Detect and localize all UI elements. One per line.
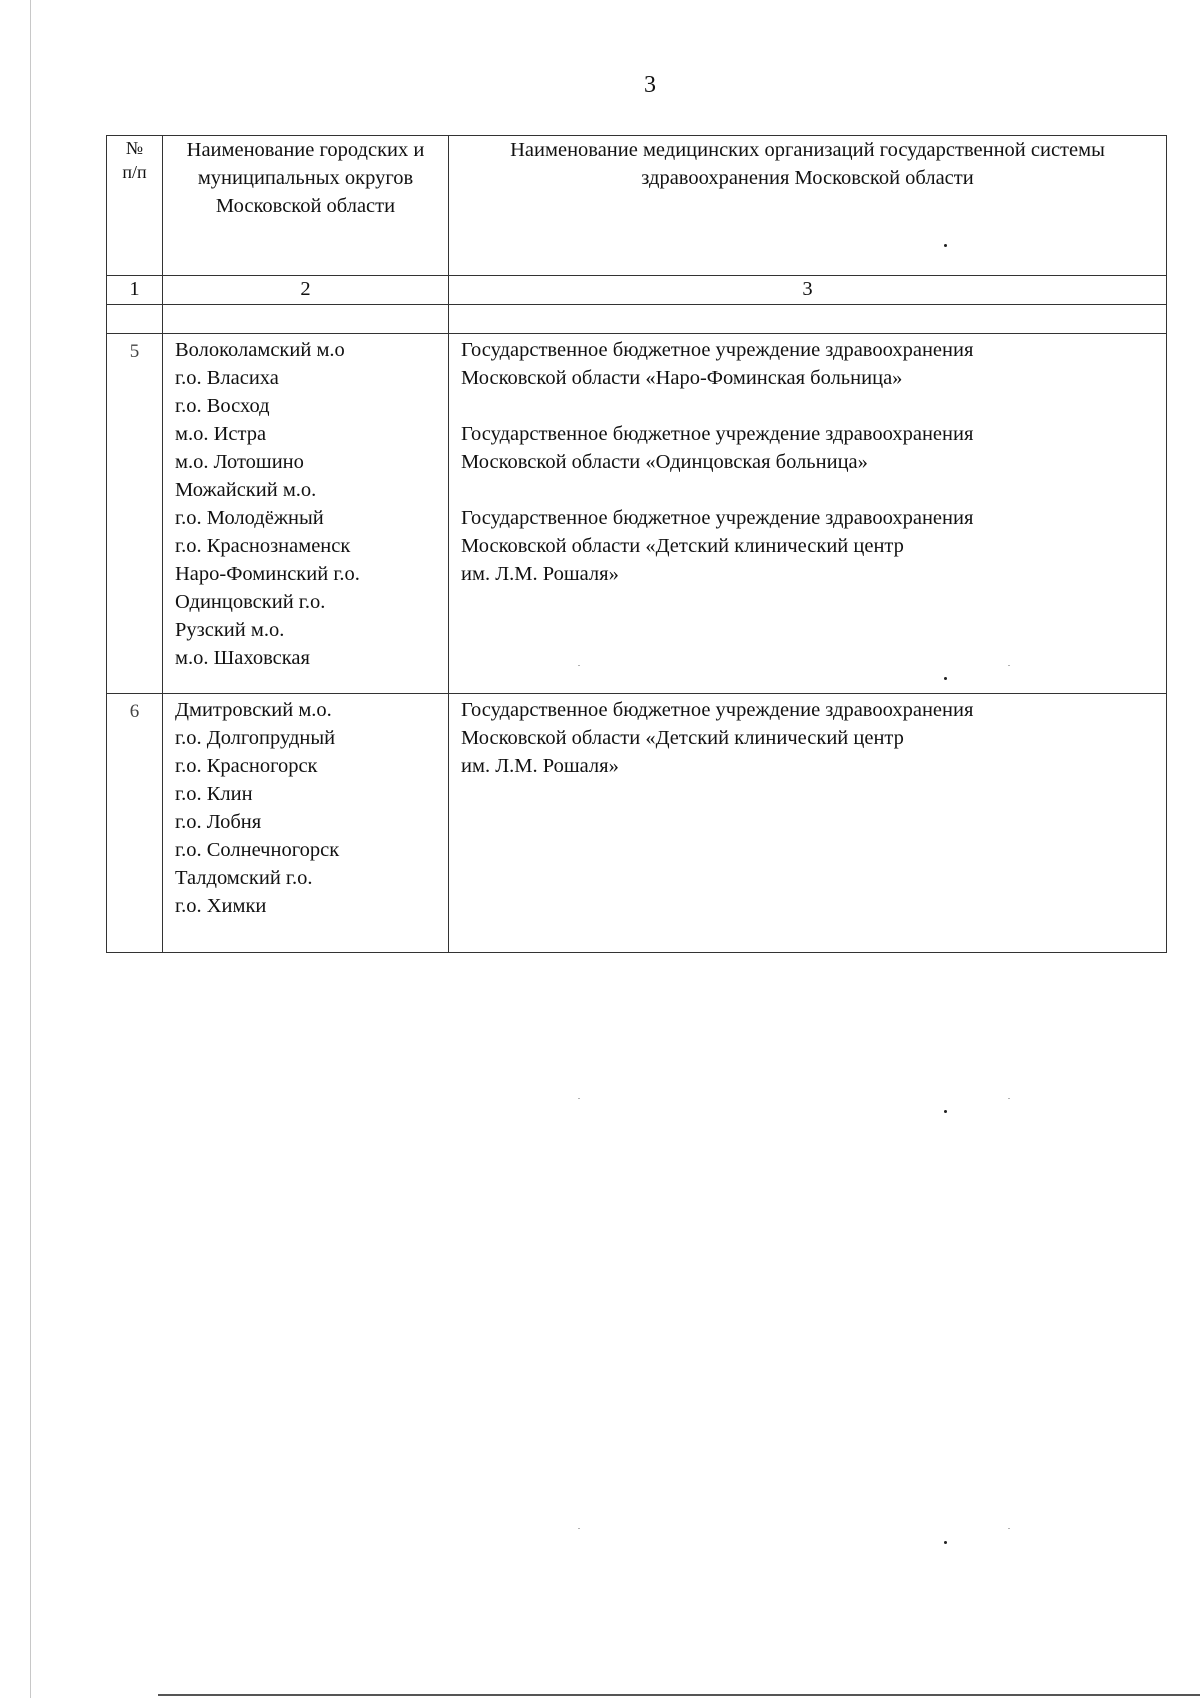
column-number: 2 [163, 276, 449, 305]
scan-speck [1008, 665, 1010, 666]
scan-speck [1008, 1098, 1010, 1099]
scan-speck [944, 1110, 947, 1113]
organizations-cell [449, 694, 1167, 953]
district-item: Наро-Фоминский г.о. [175, 563, 360, 585]
organization-line: Государственное бюджетное учреждение здравоохранения [461, 339, 974, 361]
organization-line: Государственное бюджетное учреждение здравоохранения [461, 423, 974, 445]
empty-cell [107, 305, 163, 334]
district-item: г.о. Власиха [175, 367, 279, 389]
district-item: г.о. Молодёжный [175, 507, 324, 529]
scan-speck [944, 1541, 947, 1544]
scan-speck [944, 244, 947, 247]
organization-line: им. Л.М. Рошаля» [461, 563, 619, 585]
column-number: 3 [449, 276, 1167, 305]
district-item: м.о. Лотошино [175, 451, 304, 473]
organization-line: Московской области «Одинцовская больница» [461, 451, 868, 473]
organization-line: Московской области «Детский клинический центр [461, 727, 904, 749]
header-number-label: № п/п [122, 138, 147, 182]
organization-item [461, 504, 1158, 588]
page-number: 3 [644, 72, 656, 98]
district-item: г.о. Долгопрудный [175, 727, 336, 749]
organization-item [461, 420, 1158, 476]
districts-cell [163, 694, 449, 953]
district-item: г.о. Клин [175, 783, 253, 805]
organization-item [461, 336, 1158, 392]
scan-speck [578, 1528, 580, 1529]
district-item: г.о. Восход [175, 395, 270, 417]
organization-line: Московской области «Детский клинический центр [461, 535, 904, 557]
empty-row [107, 305, 1167, 334]
organization-line: Московской области «Наро-Фоминская больница» [461, 367, 903, 389]
organizations-cell [449, 334, 1167, 694]
organization-line: Государственное бюджетное учреждение здравоохранения [461, 507, 974, 529]
district-item: г.о. Красногорск [175, 755, 318, 777]
scan-speck [944, 677, 947, 680]
row-number: 6 [107, 694, 163, 953]
district-item: м.о. Истра [175, 423, 267, 445]
column-numbers-row [107, 276, 1167, 305]
scan-speck [1008, 1528, 1010, 1529]
organizations-table [106, 135, 1167, 953]
scan-speck [578, 1098, 580, 1099]
district-item: м.о. Шаховская [175, 647, 310, 669]
organization-item [461, 696, 1158, 780]
district-item: Можайский м.о. [175, 479, 317, 501]
scan-edge-bottom [158, 1694, 1200, 1696]
table-header-row [107, 136, 1167, 276]
district-item: г.о. Химки [175, 895, 267, 917]
table-row [107, 694, 1167, 953]
district-item: Рузский м.о. [175, 619, 285, 641]
empty-cell [163, 305, 449, 334]
column-number: 1 [107, 276, 163, 305]
district-item: Волоколамский м.о [175, 339, 345, 361]
header-number [107, 136, 163, 276]
header-organizations [449, 136, 1167, 276]
district-item: Одинцовский г.о. [175, 591, 326, 613]
empty-cell [449, 305, 1167, 334]
header-districts [163, 136, 449, 276]
organization-line: им. Л.М. Рошаля» [461, 755, 619, 777]
header-organizations-label: Наименование медицинских организаций государственной системы здравоохранения Московской области [510, 139, 1105, 189]
row-number: 5 [107, 334, 163, 694]
district-item: Талдомский г.о. [175, 867, 313, 889]
organization-line: Государственное бюджетное учреждение здравоохранения [461, 699, 974, 721]
scan-speck [578, 665, 580, 666]
table-row [107, 334, 1167, 694]
district-item: г.о. Лобня [175, 811, 262, 833]
districts-cell [163, 334, 449, 694]
district-item: г.о. Солнечногорск [175, 839, 340, 861]
district-item: г.о. Краснознаменск [175, 535, 351, 557]
district-item: Дмитровский м.о. [175, 699, 332, 721]
header-districts-label: Наименование городских и муниципальных округов Московской области [186, 139, 425, 217]
scan-edge-left [30, 0, 31, 1698]
